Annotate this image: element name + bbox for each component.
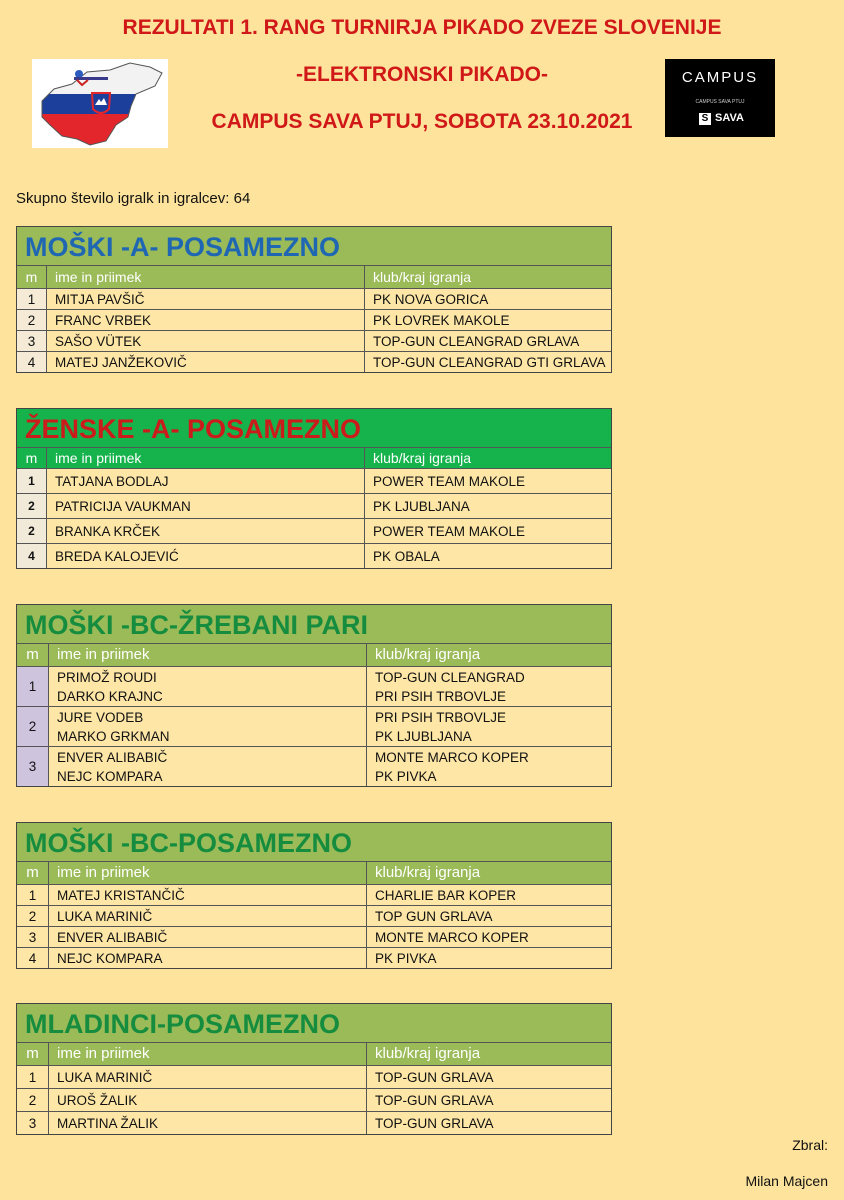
section-men-bc-singles (16, 822, 612, 969)
table-row (17, 1111, 611, 1134)
club-name: PRI PSIH TRBOVLJE (375, 688, 507, 704)
pair-names (49, 667, 367, 706)
place: 3 (17, 1112, 49, 1134)
place: 4 (17, 544, 47, 568)
pair-names (49, 707, 367, 746)
col-place-header: m (17, 266, 47, 288)
compiled-by-label: Zbral: (792, 1137, 828, 1153)
club-name: TOP-GUN GRLAVA (375, 1092, 494, 1108)
club-name: MONTE MARCO KOPER (375, 749, 529, 765)
club-name: PRI PSIH TRBOVLJE (375, 709, 507, 725)
place: 1 (17, 289, 47, 309)
col-place-header: m (17, 862, 49, 884)
col-place-header: m (17, 448, 47, 468)
player-name: MITJA PAVŠIČ (47, 289, 365, 309)
col-club-header: klub/kraj igranja (373, 269, 472, 285)
pair-clubs (367, 747, 611, 786)
table-row (17, 926, 611, 947)
slovenia-map-icon (32, 59, 168, 148)
table-row (17, 746, 611, 786)
slovenia-map-logo (32, 59, 168, 148)
page-title: REZULTATI 1. RANG TURNIRJA PIKADO ZVEZE SLOVENIJE (122, 16, 722, 39)
col-name-header: ime in priimek (49, 644, 367, 666)
col-club-header: klub/kraj igranja (375, 1045, 481, 1062)
table-row (17, 309, 611, 330)
sava-s-icon: S (699, 113, 711, 125)
place: 3 (17, 331, 47, 351)
player-name: SAŠO VÜTEK (47, 331, 365, 351)
player-name: UROŠ ŽALIK (49, 1089, 367, 1111)
player-name: LUKA MARINIČ (49, 906, 367, 926)
sava-logo-text: SAVA (715, 112, 744, 124)
table-row (17, 947, 611, 968)
club-name: POWER TEAM MAKOLE (373, 473, 526, 489)
table-header (17, 644, 611, 666)
page-subtitle: -ELEKTRONSKI PIKADO- (296, 63, 548, 86)
col-club-header: klub/kraj igranja (373, 450, 472, 466)
col-name-header: ime in priimek (47, 266, 365, 288)
table-row (17, 468, 611, 493)
place: 3 (17, 927, 49, 947)
club-name: CHARLIE BAR KOPER (375, 887, 517, 903)
campus-sava-logo (665, 59, 775, 137)
place: 1 (17, 1066, 49, 1088)
player-name: PRIMOŽ ROUDI (57, 669, 157, 685)
place: 2 (17, 494, 47, 518)
col-club-header: klub/kraj igranja (375, 646, 481, 663)
player-name: MARKO GRKMAN (57, 728, 170, 744)
table-row (17, 884, 611, 905)
place: 2 (17, 707, 49, 746)
place: 1 (17, 667, 49, 706)
table-row (17, 330, 611, 351)
player-name: DARKO KRAJNC (57, 688, 163, 704)
place: 2 (17, 906, 49, 926)
club-name: PK NOVA GORICA (373, 291, 489, 307)
section-title: MLADINCI-POSAMEZNO (17, 1004, 611, 1043)
table-row (17, 288, 611, 309)
total-players: Skupno število igralk in igralcev: 64 (16, 190, 251, 207)
table-row (17, 1065, 611, 1088)
club-name: TOP-GUN CLEANGRAD (375, 669, 525, 685)
campus-logo-text: CAMPUS (681, 69, 759, 86)
club-name: TOP GUN GRLAVA (375, 908, 493, 924)
table-row (17, 518, 611, 543)
player-name: BREDA KALOJEVIĆ (47, 544, 365, 568)
table-row (17, 706, 611, 746)
place: 2 (17, 1089, 49, 1111)
player-name: MATEJ KRISTANČIČ (49, 885, 367, 905)
section-title: MOŠKI -A- POSAMEZNO (17, 227, 611, 266)
club-name: TOP-GUN CLEANGRAD GTI GRLAVA (373, 354, 606, 370)
pair-names (49, 747, 367, 786)
table-row (17, 905, 611, 926)
table-row (17, 543, 611, 568)
club-name: PK OBALA (373, 548, 440, 564)
place: 1 (17, 885, 49, 905)
club-name: TOP-GUN CLEANGRAD GRLAVA (373, 333, 580, 349)
club-name: PK LJUBLJANA (375, 728, 472, 744)
club-name: TOP-GUN GRLAVA (375, 1069, 494, 1085)
player-name: JURE VODEB (57, 709, 144, 725)
col-place-header: m (17, 644, 49, 666)
table-header (17, 1043, 611, 1065)
place: 4 (17, 352, 47, 372)
section-title: MOŠKI -BC-POSAMEZNO (17, 823, 611, 862)
player-name: LUKA MARINIČ (49, 1066, 367, 1088)
table-row (17, 493, 611, 518)
table-header (17, 266, 611, 288)
section-title: MOŠKI -BC-ŽREBANI PARI (17, 605, 611, 644)
section-juniors-singles (16, 1003, 612, 1135)
section-men-a-singles (16, 226, 612, 373)
pair-clubs (367, 707, 611, 746)
place: 4 (17, 948, 49, 968)
place: 2 (17, 310, 47, 330)
table-row (17, 666, 611, 706)
table-header (17, 862, 611, 884)
club-name: PK LOVREK MAKOLE (373, 312, 510, 328)
player-name: MARTINA ŽALIK (49, 1112, 367, 1134)
club-name: TOP-GUN GRLAVA (375, 1115, 494, 1131)
club-name: PK PIVKA (375, 950, 437, 966)
player-name: MATEJ JANŽEKOVIČ (47, 352, 365, 372)
club-name: PK PIVKA (375, 768, 437, 784)
section-women-a-singles (16, 408, 612, 569)
col-place-header: m (17, 1043, 49, 1065)
player-name: NEJC KOMPARA (49, 948, 367, 968)
place: 3 (17, 747, 49, 786)
player-name: ENVER ALIBABIČ (49, 927, 367, 947)
player-name: FRANC VRBEK (47, 310, 365, 330)
section-title: ŽENSKE -A- POSAMEZNO (17, 409, 611, 448)
col-club-header: klub/kraj igranja (375, 864, 481, 881)
player-name: BRANKA KRČEK (47, 519, 365, 543)
table-row (17, 351, 611, 372)
player-name: PATRICIJA VAUKMAN (47, 494, 365, 518)
club-name: POWER TEAM MAKOLE (373, 523, 526, 539)
club-name: MONTE MARCO KOPER (375, 929, 529, 945)
section-men-bc-drawn-pairs (16, 604, 612, 787)
place: 2 (17, 519, 47, 543)
player-name: TATJANA BODLAJ (47, 469, 365, 493)
player-name: ENVER ALIBABIČ (57, 749, 168, 765)
event-location-date: CAMPUS SAVA PTUJ, SOBOTA 23.10.2021 (211, 110, 633, 133)
compiled-by-name: Milan Majcen (745, 1173, 828, 1189)
table-header (17, 448, 611, 468)
col-name-header: ime in priimek (49, 1043, 367, 1065)
club-name: PK LJUBLJANA (373, 498, 470, 514)
place: 1 (17, 469, 47, 493)
col-name-header: ime in priimek (49, 862, 367, 884)
col-name-header: ime in priimek (47, 448, 365, 468)
campus-logo-subtext: CAMPUS SAVA PTUJ (695, 99, 745, 105)
player-name: NEJC KOMPARA (57, 768, 163, 784)
table-row (17, 1088, 611, 1111)
pair-clubs (367, 667, 611, 706)
